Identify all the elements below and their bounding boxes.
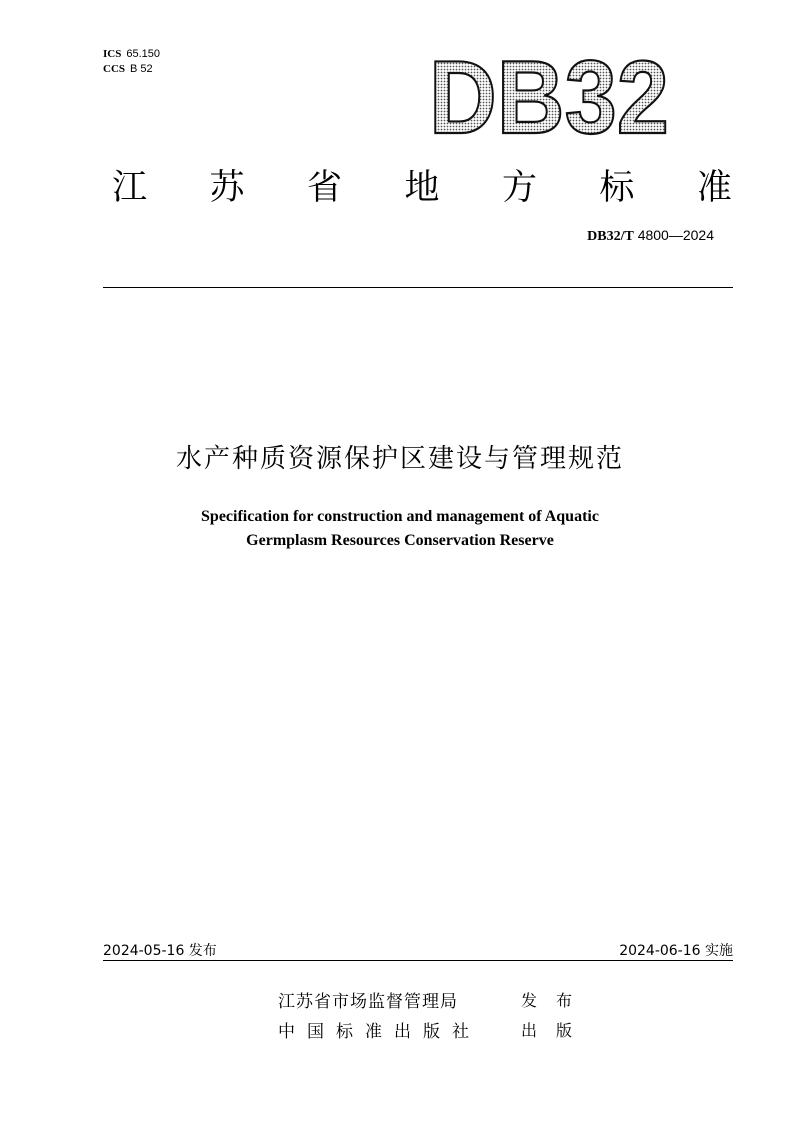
ics-label: ICS [103, 48, 122, 60]
heading-char: 苏 [209, 168, 245, 208]
heading-char: 江 [112, 168, 148, 208]
heading-char: 地 [404, 168, 440, 208]
standard-prefix: DB32/T [587, 229, 634, 244]
heading-char: 标 [599, 168, 635, 208]
classification-codes [103, 47, 160, 77]
heading-char: 准 [696, 168, 732, 208]
ccs-line [103, 62, 160, 77]
local-standard-heading [112, 160, 732, 210]
ccs-label: CCS [103, 63, 126, 75]
ccs-code: B 52 [130, 63, 153, 75]
bottom-divider [103, 960, 733, 961]
standard-code: 4800—2024 [637, 227, 714, 243]
release-date: 2024-05-16 发布 [103, 943, 217, 959]
standard-number [587, 227, 714, 245]
top-divider [103, 287, 733, 288]
title-en-line-1: Specification for construction and management of Aquatic [201, 508, 599, 525]
heading-char: 省 [306, 168, 342, 208]
press-action: 出版 [521, 1021, 592, 1040]
document-title-cn: 水产种质资源保护区建设与管理规范 [175, 444, 624, 474]
issuer-action: 发布 [521, 991, 592, 1010]
document-title-en [0, 505, 800, 553]
title-en-line-2: Germplasm Resources Conservation Reserve [246, 532, 554, 549]
db32-logo [425, 47, 675, 142]
press-name: 中国标准出版社 [278, 1022, 481, 1042]
issuer-name: 江苏省市场监督管理局 [278, 992, 458, 1012]
heading-char: 方 [501, 168, 537, 208]
ics-code: 65.150 [126, 48, 160, 60]
ics-line [103, 47, 160, 62]
implement-date: 2024-06-16 实施 [619, 943, 733, 959]
logo-text: DB32 [429, 47, 669, 142]
